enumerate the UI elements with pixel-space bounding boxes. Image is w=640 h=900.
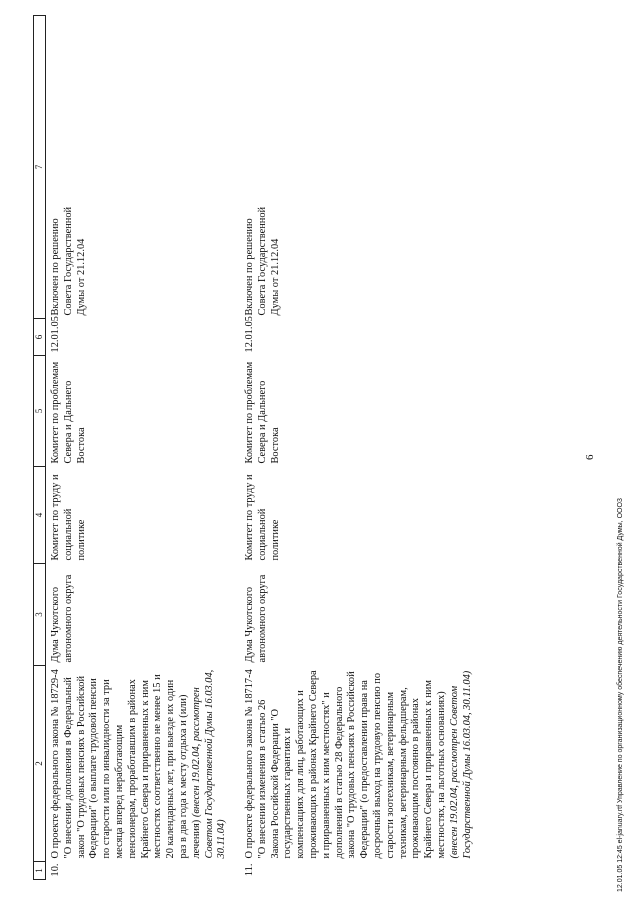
header-cell: 7 (34, 16, 46, 319)
row-number: 11. (244, 863, 255, 877)
co-committee-cell: Комитет по проблемам Севера и Дальнего Востока (244, 361, 281, 464)
header-row (34, 16, 46, 880)
bill-note: (внесен 19.02.04, рассмотрен Советом Государственной Думы 16.03.04, 30.11.04) (190, 669, 228, 859)
header-cell: 3 (34, 564, 46, 666)
committee-cell: Комитет по труду и социальной политике (244, 474, 281, 561)
table-row (240, 16, 474, 880)
header-cell: 1 (34, 862, 46, 880)
date-cell: 12.01.05 (50, 316, 61, 353)
bill-description-cell (46, 666, 241, 862)
bill-description: О проекте федерального закона № 18729-4 "О внесении дополнения в Федеральный закон "О трудовых пенсиях в Российской Федерации" (о выплате трудовой пенсии по старости или по инвалидности за три месяца вперед неработающим пенсионерам, проработавшим в районах Крайнего Севера и приравненных к ним местностях соответственно не менее 15 и 20 календарных лет, при выезде их один раз в два года к месту отдыха и (или) лечения) (50, 669, 202, 859)
date-cell: 12.01.05 (244, 316, 255, 353)
initiator-cell: Дума Чукотского автономного округа (244, 574, 268, 663)
bills-table (33, 15, 474, 880)
decision-cell: Включен по решению Совета Государственной Думы от 21.12.04 (244, 206, 281, 316)
bill-description: О проекте федерального закона № 18717-4 "О внесении изменения в статью 26 Закона Российской Федерации "О государственных гарантиях и компенсациях для лиц, работающих и проживающих в районах Крайнего Севера и приравненных к ним местностях" и дополнений в статью 28 Федерального закона "О трудовых пенсиях в Российской Федерации" (о предоставлении права на досрочный выход на трудовую пенсию по старости зоотехникам, ветеринарным техникам, ветеринарным фельдшерам, проживающим постоянно в районах Крайнего Севера и приравненных к ним местностях, на льготных основаниях) (244, 669, 447, 859)
header-cell: 2 (34, 666, 46, 862)
bill-note: (внесен 19.02.04, рассмотрен Советом Государственной Думы 16.03.04, 30.11.04) (448, 670, 473, 859)
co-committee-cell: Комитет по проблемам Севера и Дальнего Востока (50, 361, 87, 464)
document-footer: 12.01.05 12:45 el-january.rtf Управление по организационному обеспечению деятельности Государственной Думы, ООО3 (617, 498, 624, 892)
header-cell: 4 (34, 467, 46, 564)
decision-cell: Включен по решению Совета Государственной Думы от 21.12.04 (50, 206, 87, 316)
row-number: 10. (50, 863, 61, 877)
page-number: 6 (584, 454, 596, 460)
committee-cell: Комитет по труду и социальной политике (50, 474, 87, 561)
initiator-cell: Дума Чукотского автономного округа (50, 574, 74, 663)
header-cell: 5 (34, 356, 46, 467)
header-cell: 6 (34, 319, 46, 356)
bill-description-cell (240, 666, 474, 862)
table-row (46, 16, 241, 880)
